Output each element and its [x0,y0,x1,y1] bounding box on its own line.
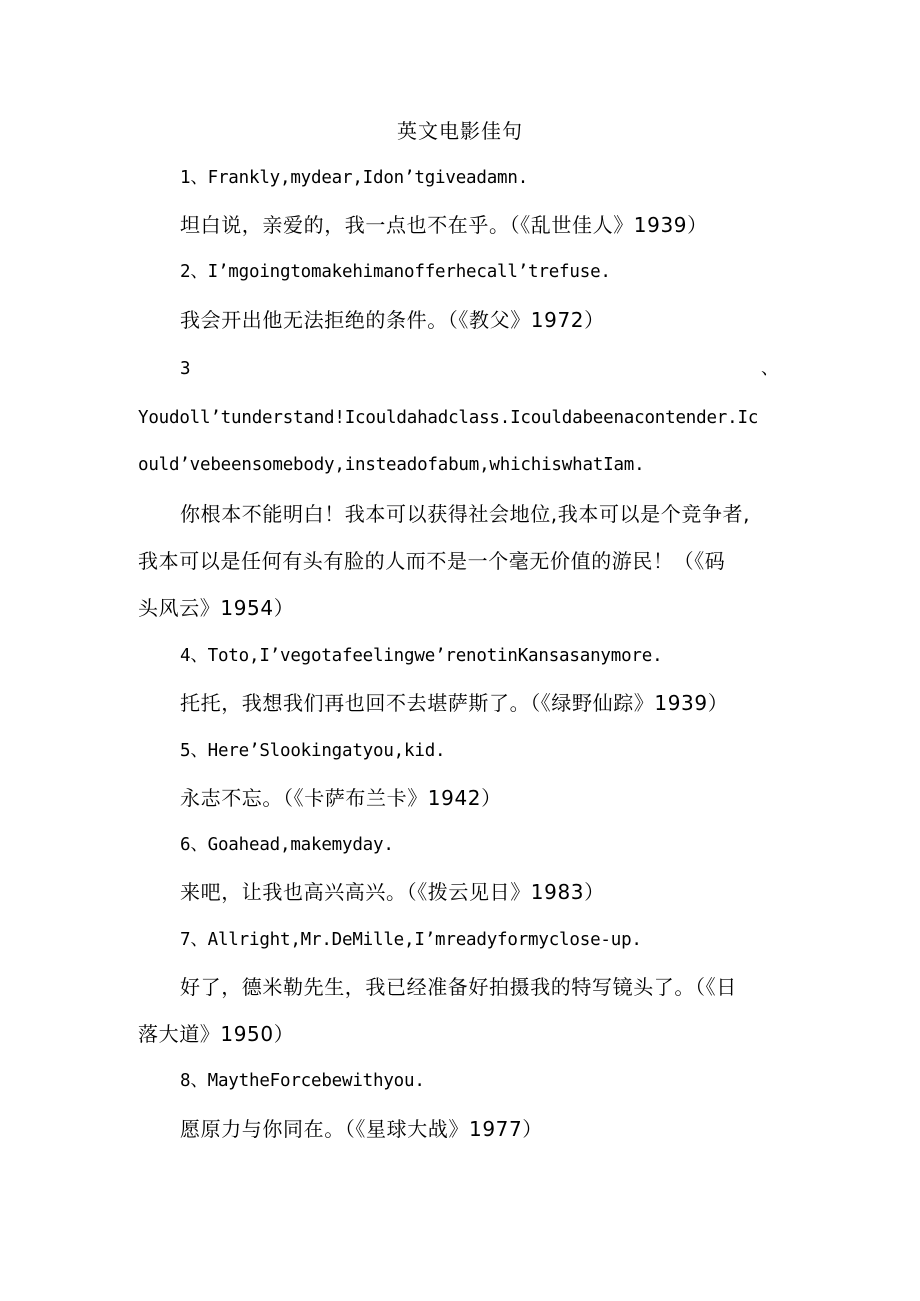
quote-3-chinese-line-2: 我本可以是任何有头有脸的人而不是一个毫无价值的游民！（《码 [138,549,726,573]
quote-2-chinese: 我会开出他无法拒绝的条件。（《教父》1972） [180,308,605,332]
document-title: 英文电影佳句 [397,119,523,143]
quote-7-chinese-line-1: 好了，德米勒先生，我已经准备好拍摄我的特写镜头了。（《日 [180,975,737,999]
quote-1-chinese: 坦白说，亲爱的，我一点也不在乎。（《乱世佳人》1939） [180,213,708,237]
quote-3-separator: 、 [761,359,779,379]
quote-1-english: 1、Frankly,mydear,Idon’tgiveadamn. [180,168,529,188]
quote-7-chinese-line-2: 落大道》1950） [138,1022,295,1046]
quote-7-english: 7、Allright,Mr.DeMille,I’mreadyformyclose-up. [180,930,642,950]
quote-3-chinese-line-1: 你根本不能明白！我本可以获得社会地位,我本可以是个竞争者, [180,502,751,526]
quote-3-chinese-line-3: 头风云》1954） [138,596,295,620]
quote-3-number: 3 [180,359,191,379]
quote-4-english: 4、Toto,I’vegotafeelingwe’renotinKansasanymore. [180,646,663,666]
quote-8-english: 8、MaytheForcebewithyou. [180,1071,425,1091]
quote-4-chinese: 托托，我想我们再也回不去堪萨斯了。（《绿野仙踪》1939） [180,691,729,715]
quote-5-chinese: 永志不忘。（《卡萨布兰卡》1942） [180,786,502,810]
quote-8-chinese: 愿原力与你同在。（《星球大战》1977） [180,1117,543,1141]
quote-5-english: 5、Here’Slookingatyou,kid. [180,741,446,761]
quote-6-chinese: 来吧，让我也高兴高兴。（《拨云见日》1983） [180,880,605,904]
quote-2-english: 2、I’mgoingtomakehimanofferhecall’trefuse. [180,262,611,282]
quote-3-english-line-2: ould’vebeensomebody,insteadofabum,whichiswhatIam. [138,455,645,475]
quote-3-english-line-1: Youdoll’tunderstand!Icouldahadclass.Icouldabeenacontender.Ic [138,408,759,428]
quote-6-english: 6、Goahead,makemyday. [180,835,394,855]
